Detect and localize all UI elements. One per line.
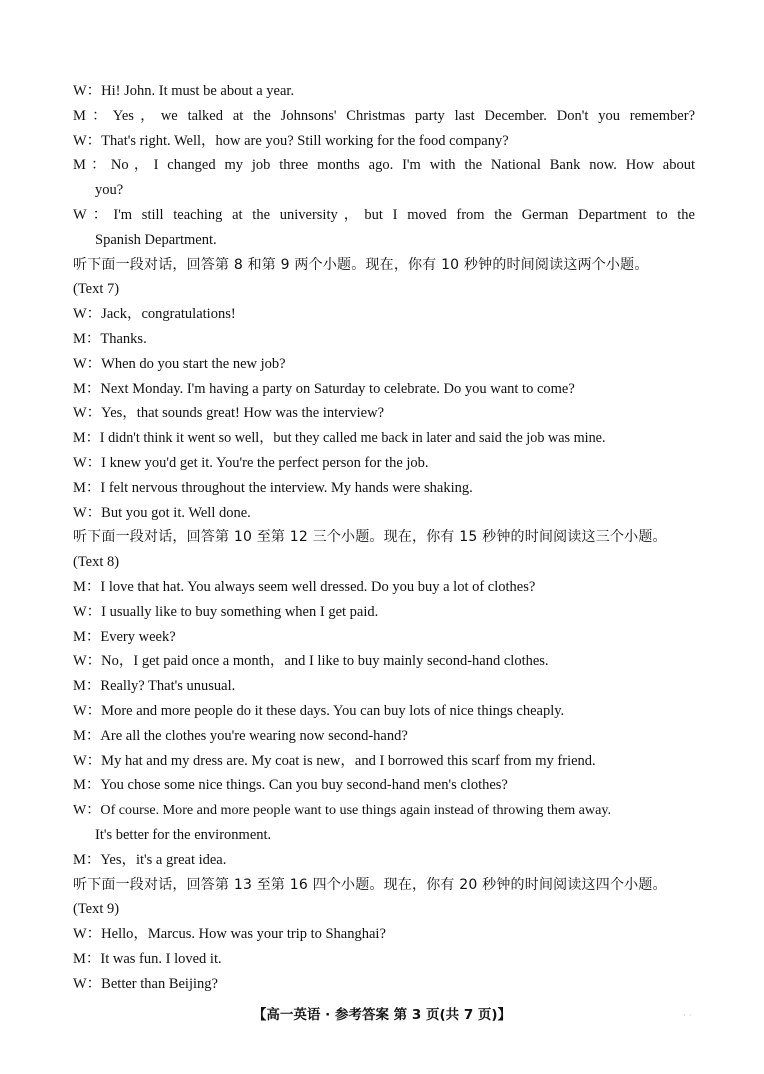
section-label: (Text 9) bbox=[73, 901, 120, 918]
dialogue-line: W：More and more people do it these days. You can buy lots of nice things cheaply. bbox=[73, 702, 565, 719]
section-instruction: 听下面一段对话，回答第 10 至第 12 三个小题。现在，你有 15 秒钟的时间阅读这三个小题。 bbox=[73, 529, 667, 546]
dialogue-line: M：It was fun. I loved it. bbox=[73, 950, 222, 967]
dialogue-line: W：No，I get paid once a month，and I like to buy mainly second-hand clothes. bbox=[73, 653, 549, 670]
dialogue-line: M：You chose some nice things. Can you buy second-hand men's clothes? bbox=[73, 777, 508, 794]
dialogue-line: Spanish Department. bbox=[95, 231, 217, 248]
dialogue-line: M：Are all the clothes you're wearing now second-hand? bbox=[73, 727, 408, 744]
dialogue-line: M：Next Monday. I'm having a party on Saturday to celebrate. Do you want to come? bbox=[73, 380, 575, 397]
section-instruction: 听下面一段对话，回答第 13 至第 16 四个小题。现在，你有 20 秒钟的时间阅读这四个小题。 bbox=[73, 876, 667, 893]
dialogue-line: W：My hat and my dress are. My coat is new，and I borrowed this scarf from my friend. bbox=[73, 752, 596, 769]
section-label: (Text 8) bbox=[73, 554, 120, 571]
dialogue-line: W：I usually like to buy something when I get paid. bbox=[73, 603, 379, 620]
dialogue-line: M：Yes，it's a great idea. bbox=[73, 851, 227, 868]
dialogue-line: M：Every week? bbox=[73, 628, 176, 645]
transcript-body bbox=[73, 79, 695, 996]
dialogue-line: W：But you got it. Well done. bbox=[73, 504, 251, 521]
section-instruction: 听下面一段对话，回答第 8 和第 9 两个小题。现在，你有 10 秒钟的时间阅读这两个小题。 bbox=[73, 256, 649, 273]
dialogue-line: M：Really? That's unusual. bbox=[73, 678, 236, 695]
corner-marks: · · bbox=[683, 1011, 692, 1021]
dialogue-line: you? bbox=[95, 182, 124, 199]
dialogue-line: W：Yes，that sounds great! How was the interview? bbox=[73, 405, 385, 422]
dialogue-line: W：Better than Beijing? bbox=[73, 975, 218, 992]
dialogue-line: M：No，I changed my job three months ago. I'm with the National Bank now. How about bbox=[73, 157, 695, 174]
dialogue-line: W：When do you start the new job? bbox=[73, 355, 286, 372]
dialogue-line: W：I knew you'd get it. You're the perfect person for the job. bbox=[73, 454, 429, 471]
dialogue-line: It's better for the environment. bbox=[95, 826, 272, 843]
dialogue-line: W：Of course. More and more people want to use things again instead of throwing them away. bbox=[73, 802, 612, 819]
dialogue-line: M：Thanks. bbox=[73, 330, 147, 347]
dialogue-line: M：I love that hat. You always seem well dressed. Do you buy a lot of clothes? bbox=[73, 578, 536, 595]
dialogue-line: W：Hello，Marcus. How was your trip to Shanghai? bbox=[73, 926, 386, 943]
dialogue-line: M：I felt nervous throughout the interview. My hands were shaking. bbox=[73, 479, 473, 496]
dialogue-line: M：Yes，we talked at the Johnsons' Christmas party last December. Don't you remember? bbox=[73, 107, 695, 124]
section-label: (Text 7) bbox=[73, 281, 120, 298]
dialogue-line: W：Hi! John. It must be about a year. bbox=[73, 83, 295, 99]
dialogue-line: W：I'm still teaching at the university，but I moved from the German Department to the bbox=[73, 206, 695, 223]
page-footer: 【高一英语 · 参考答案 第 3 页(共 7 页)】 bbox=[252, 1007, 512, 1023]
dialogue-line: W：That's right. Well，how are you? Still working for the food company? bbox=[73, 132, 509, 149]
dialogue-line: W：Jack，congratulations! bbox=[73, 306, 236, 323]
dialogue-line: M：I didn't think it went so well，but they called me back in later and said the job was mine. bbox=[73, 430, 606, 447]
